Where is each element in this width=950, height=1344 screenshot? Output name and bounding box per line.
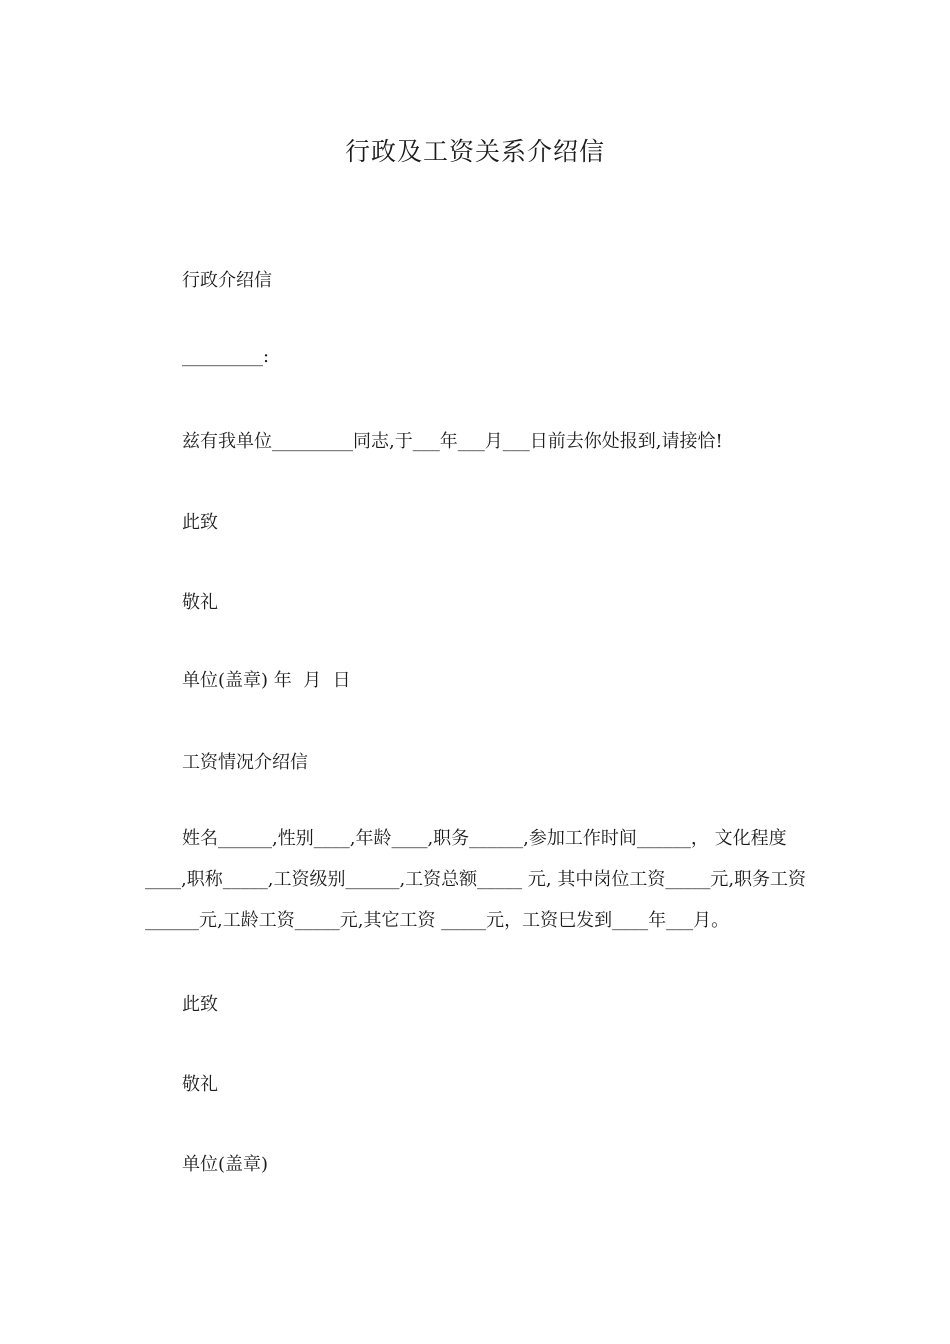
admin-letter-addressee: _________: <box>182 346 270 367</box>
salary-letter-signature: 单位(盖章) <box>182 1154 269 1175</box>
admin-letter-closing-1: 此致 <box>182 512 218 533</box>
admin-letter-body: 兹有我单位_________同志,于___年___月___日前去你处报到,请接恰! <box>182 431 723 452</box>
document-title: 行政及工资关系介绍信 <box>344 137 605 166</box>
salary-letter-heading: 工资情况介绍信 <box>182 752 308 773</box>
admin-letter-closing-2: 敬礼 <box>182 592 218 613</box>
salary-letter-body: 姓名______,性别____,年龄____,职务______,参加工作时间______， 文化程度____,职称_____,工资级别______,工资总额_____ 元, 其中岗位工资_____元,职务工资______元,工龄工资_____元,其它工资 _____元，工资巳发到____年___月。 <box>145 828 807 931</box>
salary-letter-closing-1: 此致 <box>182 994 218 1015</box>
admin-letter-signature: 单位(盖章) 年 月 日 <box>182 670 351 691</box>
salary-letter-closing-2: 敬礼 <box>182 1074 218 1095</box>
admin-letter-heading: 行政介绍信 <box>182 270 272 291</box>
